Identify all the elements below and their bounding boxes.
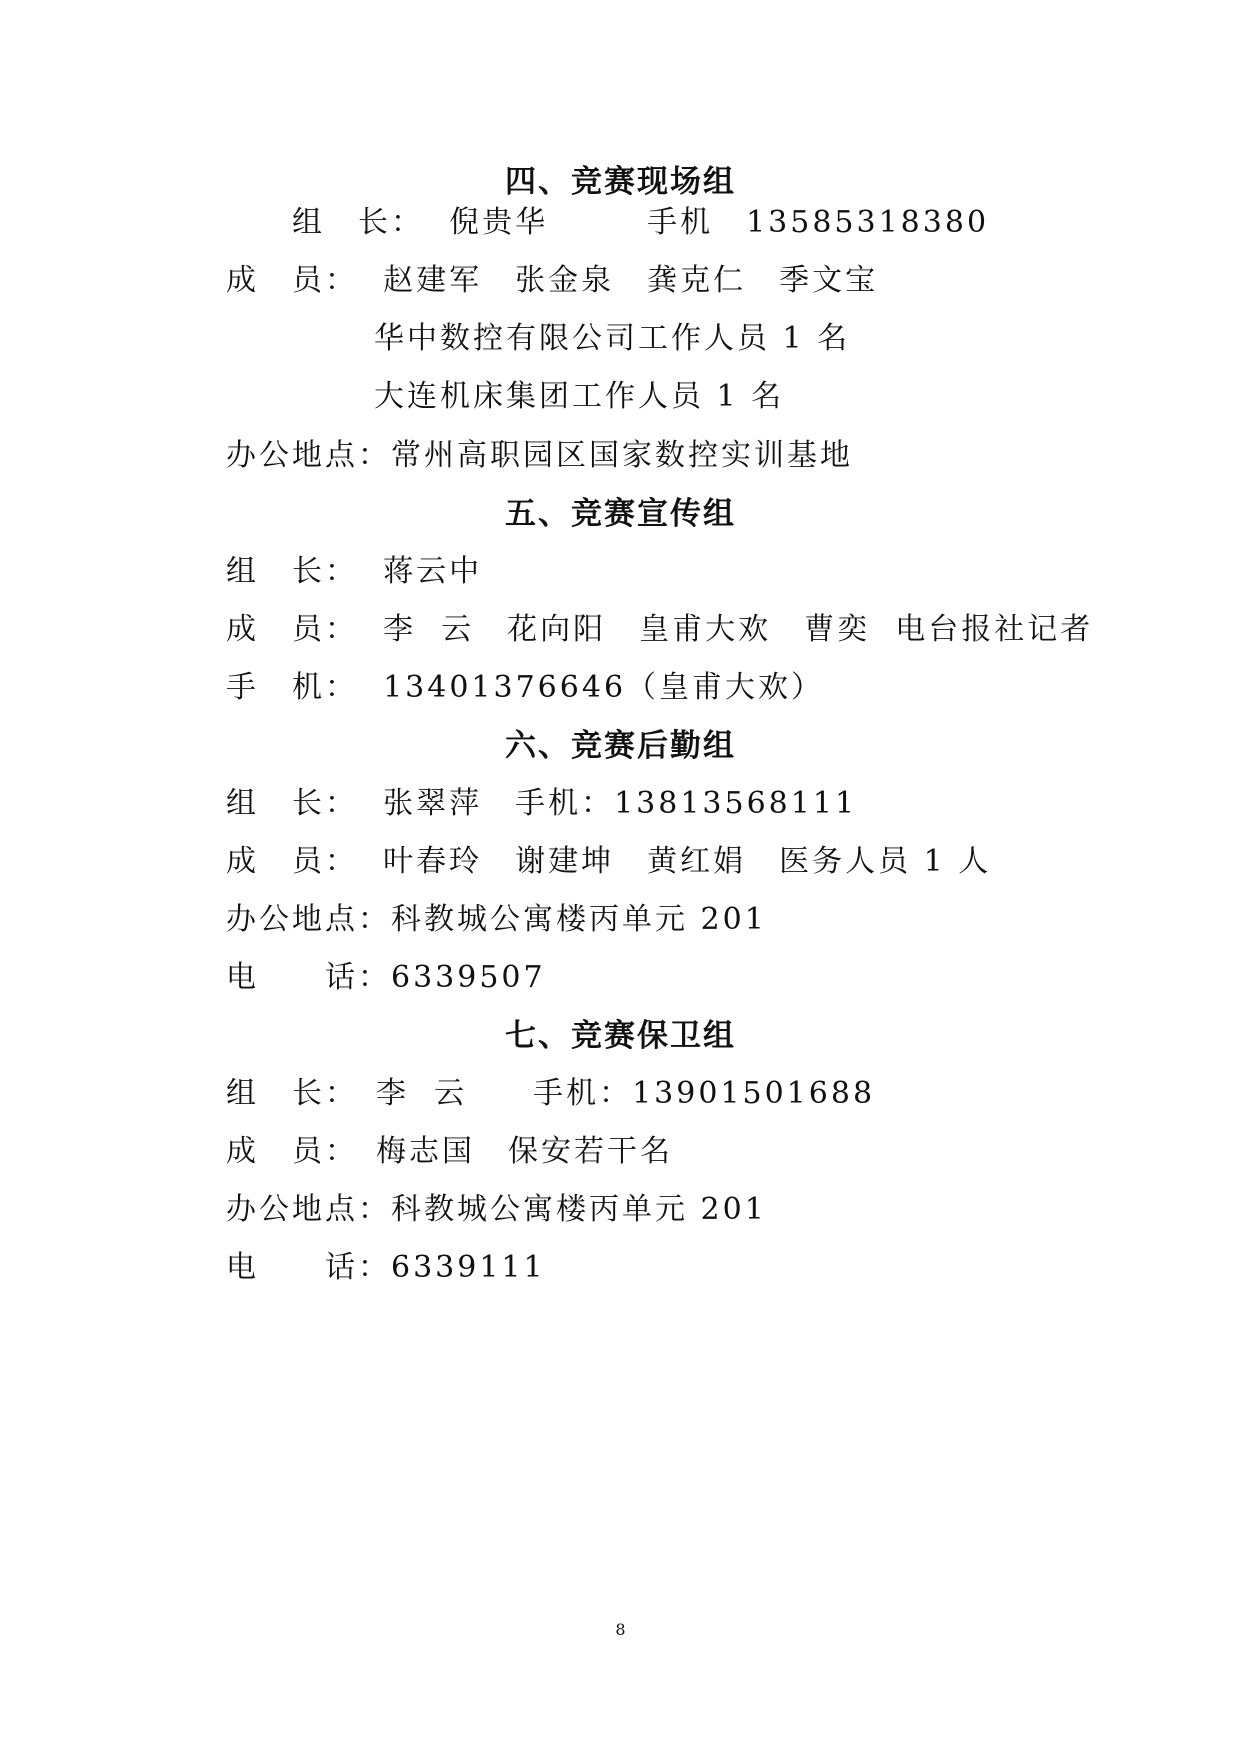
page-number: 8 bbox=[615, 1620, 626, 1639]
section-heading-5: 五、竞赛宣传组 bbox=[505, 496, 736, 532]
section-6-telephone: 电 话：6339507 bbox=[226, 960, 546, 995]
section-4-leader: 组 长： 倪贵华 手机 13585318380 bbox=[292, 205, 990, 240]
section-7-office: 办公地点：科教城公寓楼丙单元 201 bbox=[226, 1192, 767, 1227]
section-7-telephone: 电 话：6339111 bbox=[226, 1250, 546, 1285]
section-heading-4: 四、竞赛现场组 bbox=[505, 164, 736, 200]
section-7-members: 成 员： 梅志国 保安若干名 bbox=[226, 1134, 673, 1169]
section-4-members-extra-2: 大连机床集团工作人员 1 名 bbox=[374, 379, 785, 414]
section-6-office: 办公地点：科教城公寓楼丙单元 201 bbox=[226, 902, 767, 937]
section-4-office: 办公地点：常州高职园区国家数控实训基地 bbox=[226, 438, 853, 473]
section-5-leader: 组 长： 蒋云中 bbox=[226, 554, 483, 589]
section-4-members: 成 员： 赵建军 张金泉 龚克仁 季文宝 bbox=[226, 263, 879, 298]
section-heading-6: 六、竞赛后勤组 bbox=[505, 728, 736, 764]
section-5-members: 成 员： 李 云 花向阳 皇甫大欢 曹奕 电台报社记者 bbox=[226, 612, 1094, 647]
section-heading-7: 七、竞赛保卫组 bbox=[505, 1018, 736, 1054]
section-6-members: 成 员： 叶春玲 谢建坤 黄红娟 医务人员 1 人 bbox=[226, 844, 992, 879]
section-4-members-extra-1: 华中数控有限公司工作人员 1 名 bbox=[374, 321, 851, 356]
section-7-leader: 组 长： 李 云 手机：13901501688 bbox=[226, 1076, 876, 1111]
section-6-leader: 组 长： 张翠萍 手机：13813568111 bbox=[226, 786, 858, 821]
section-5-phone: 手 机： 13401376646（皇甫大欢） bbox=[226, 670, 825, 705]
